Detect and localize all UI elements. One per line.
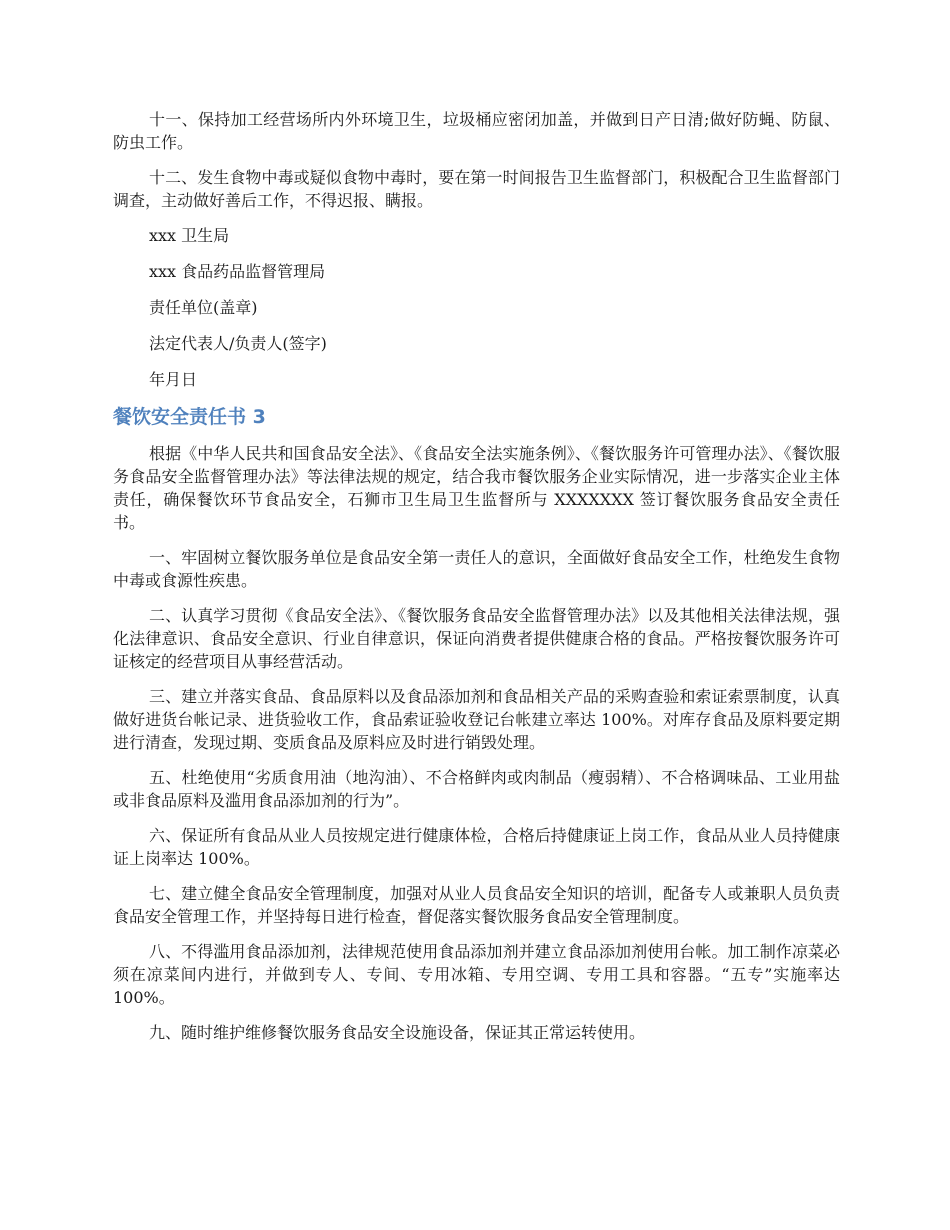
paragraph-item-9: 九、随时维护维修餐饮服务食品安全设施设备，保证其正常运转使用。	[149, 1023, 646, 1042]
signature-responsible-unit: 责任单位(盖章)	[149, 298, 258, 317]
signature-fda-bureau: xxx 食品药品监督管理局	[149, 262, 326, 281]
document-page	[113, 108, 840, 1056]
paragraph-item-6: 六、保证所有食品从业人员按规定进行健康体检，合格后持健康证上岗工作，食品从业人员持健康证上岗率达 100%。	[113, 826, 840, 868]
signature-date: 年月日	[149, 370, 198, 389]
paragraph-item-8: 八、不得滥用食品添加剂，法律规范使用食品添加剂并建立食品添加剂使用台帐。加工制作凉菜必须在凉菜间内进行，并做到专人、专间、专用冰箱、专用空调、专用工具和容器。“五专”实施率达 100%。	[113, 942, 840, 1007]
paragraph-item-3: 三、建立并落实食品、食品原料以及食品添加剂和食品相关产品的采购查验和索证索票制度，认真做好进货台帐记录、进货验收工作，食品索证验收登记台帐建立率达 100%。对库存食品及原料要定期进行清查，发现过期、变质食品及原料应及时进行销毁处理。	[113, 687, 840, 752]
signature-health-bureau: xxx 卫生局	[149, 226, 230, 245]
paragraph-item-1: 一、牢固树立餐饮服务单位是食品安全第一责任人的意识，全面做好食品安全工作，杜绝发生食物中毒或食源性疾患。	[113, 548, 840, 590]
paragraph-item-7: 七、建立健全食品安全管理制度，加强对从业人员食品安全知识的培训，配备专人或兼职人员负责食品安全管理工作，并坚持每日进行检查，督促落实餐饮服务食品安全管理制度。	[113, 884, 840, 926]
paragraph-item-2: 二、认真学习贯彻《食品安全法》、《餐饮服务食品安全监督管理办法》以及其他相关法律法规，强化法律意识、食品安全意识、行业自律意识，保证向消费者提供健康合格的食品。严格按餐饮服务许可证核定的经营项目从事经营活动。	[113, 606, 840, 671]
section-heading: 餐饮安全责任书 3	[113, 406, 266, 428]
paragraph-item-5: 五、杜绝使用“劣质食用油（地沟油）、不合格鲜肉或肉制品（瘦弱精）、不合格调味品、工业用盐或非食品原料及滥用食品添加剂的行为”。	[113, 768, 840, 810]
paragraph-11: 十一、保持加工经营场所内外环境卫生，垃圾桶应密闭加盖，并做到日产日清;做好防蝇、防鼠、防虫工作。	[113, 110, 840, 152]
paragraph-12: 十二、发生食物中毒或疑似食物中毒时，要在第一时间报告卫生监督部门，积极配合卫生监督部门调查，主动做好善后工作，不得迟报、瞒报。	[113, 168, 840, 210]
paragraph-preamble: 根据《中华人民共和国食品安全法》、《食品安全法实施条例》、《餐饮服务许可管理办法》、《餐饮服务食品安全监督管理办法》等法律法规的规定，结合我市餐饮服务企业实际情况，进一步落实企业主体责任，确保餐饮环节食品安全，石狮市卫生局卫生监督所与 XXXXXXX 签订餐饮服务食品安全责任书。	[113, 444, 840, 532]
signature-legal-rep: 法定代表人/负责人(签字)	[149, 334, 327, 353]
